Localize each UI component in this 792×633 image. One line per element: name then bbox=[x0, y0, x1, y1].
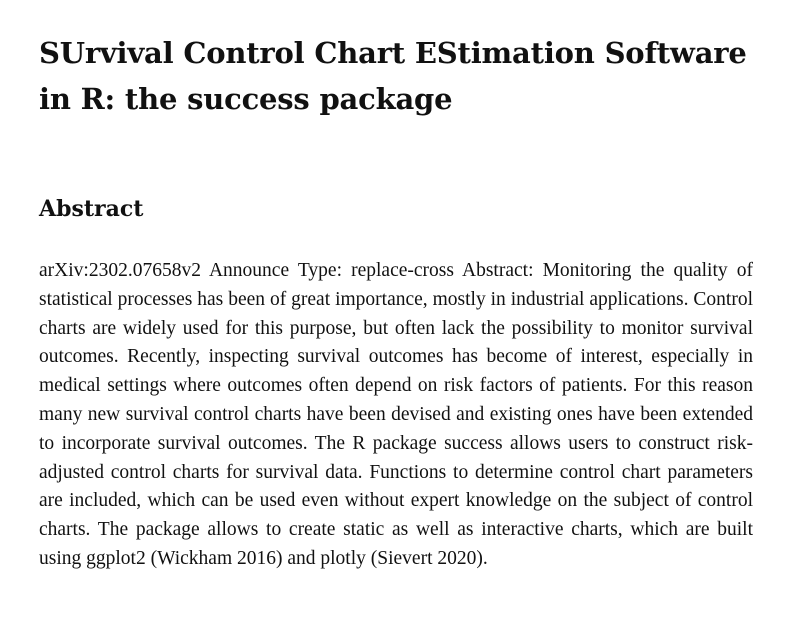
abstract-heading: Abstract bbox=[39, 196, 144, 222]
abstract-text: arXiv:2302.07658v2 Announce Type: replace-cross Abstract: Monitoring the quality of statistical processes has been of great importance, mostly in industrial applications. Control charts are widely used for this purpose, but often lack the possibility to monitor survival outcomes. Recently, inspecting survival outcomes has become of interest, especially in medical settings where outcomes often depend on risk factors of patients. For this reason many new survival control charts have been devised and existing ones have been extended to incorporate survival outcomes. The R package success allows users to construct risk-adjusted control charts for survival data. Functions to determine control chart parameters are included, which can be used even without expert knowledge on the subject of control charts. The package allows to create static as well as interactive charts, which are built using ggplot2 (Wickham 2016) and plotly (Sievert 2020). bbox=[39, 260, 753, 569]
paper-title: SUrvival Control Chart EStimation Software in R: the success package bbox=[39, 36, 747, 116]
